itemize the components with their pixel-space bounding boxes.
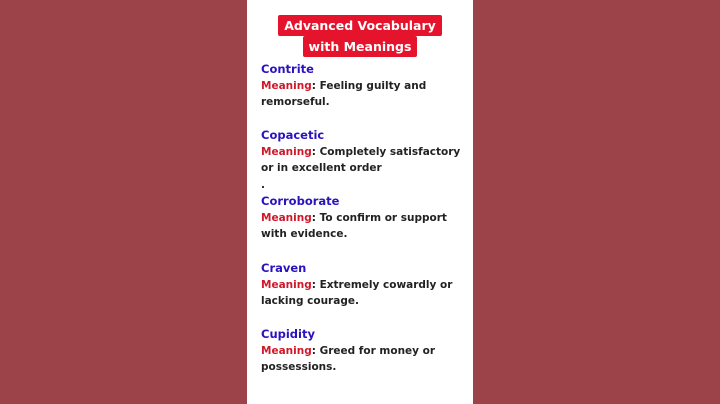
- title-line-2: with Meanings: [303, 36, 418, 57]
- vocab-word: Contrite: [261, 62, 314, 76]
- meaning-text: : To confirm or support with evidence.: [261, 211, 447, 241]
- vocab-meaning: [261, 210, 467, 243]
- meaning-label: Meaning: [261, 211, 312, 224]
- vocab-entry: [261, 193, 467, 243]
- vocab-entry: [261, 260, 467, 310]
- meaning-text: : Greed for money or possessions.: [261, 344, 436, 374]
- meaning-text: : Feeling guilty and remorseful.: [261, 79, 427, 109]
- vocab-meaning: [261, 78, 467, 111]
- vocab-meaning: [261, 343, 467, 376]
- meaning-label: Meaning: [261, 278, 312, 291]
- meaning-text: : Completely satisfactory or in excellent order: [261, 145, 461, 175]
- vocab-word: Corroborate: [261, 194, 340, 208]
- meaning-text: : Extremely cowardly or lacking courage.: [261, 278, 453, 308]
- vocab-entry: [261, 61, 467, 111]
- stray-period: .: [261, 178, 265, 191]
- meaning-label: Meaning: [261, 145, 312, 158]
- vocab-entry: [261, 127, 467, 193]
- vocab-entry: [261, 326, 467, 376]
- title-banner: [247, 15, 473, 57]
- meaning-label: Meaning: [261, 79, 312, 92]
- vocab-meaning: [261, 277, 467, 310]
- vocab-word: Craven: [261, 261, 307, 275]
- content-panel: [247, 0, 473, 404]
- vocab-meaning: [261, 144, 467, 177]
- vocab-word: Cupidity: [261, 327, 315, 341]
- meaning-label: Meaning: [261, 344, 312, 357]
- vocab-word: Copacetic: [261, 128, 325, 142]
- title-line-1: Advanced Vocabulary: [278, 15, 442, 36]
